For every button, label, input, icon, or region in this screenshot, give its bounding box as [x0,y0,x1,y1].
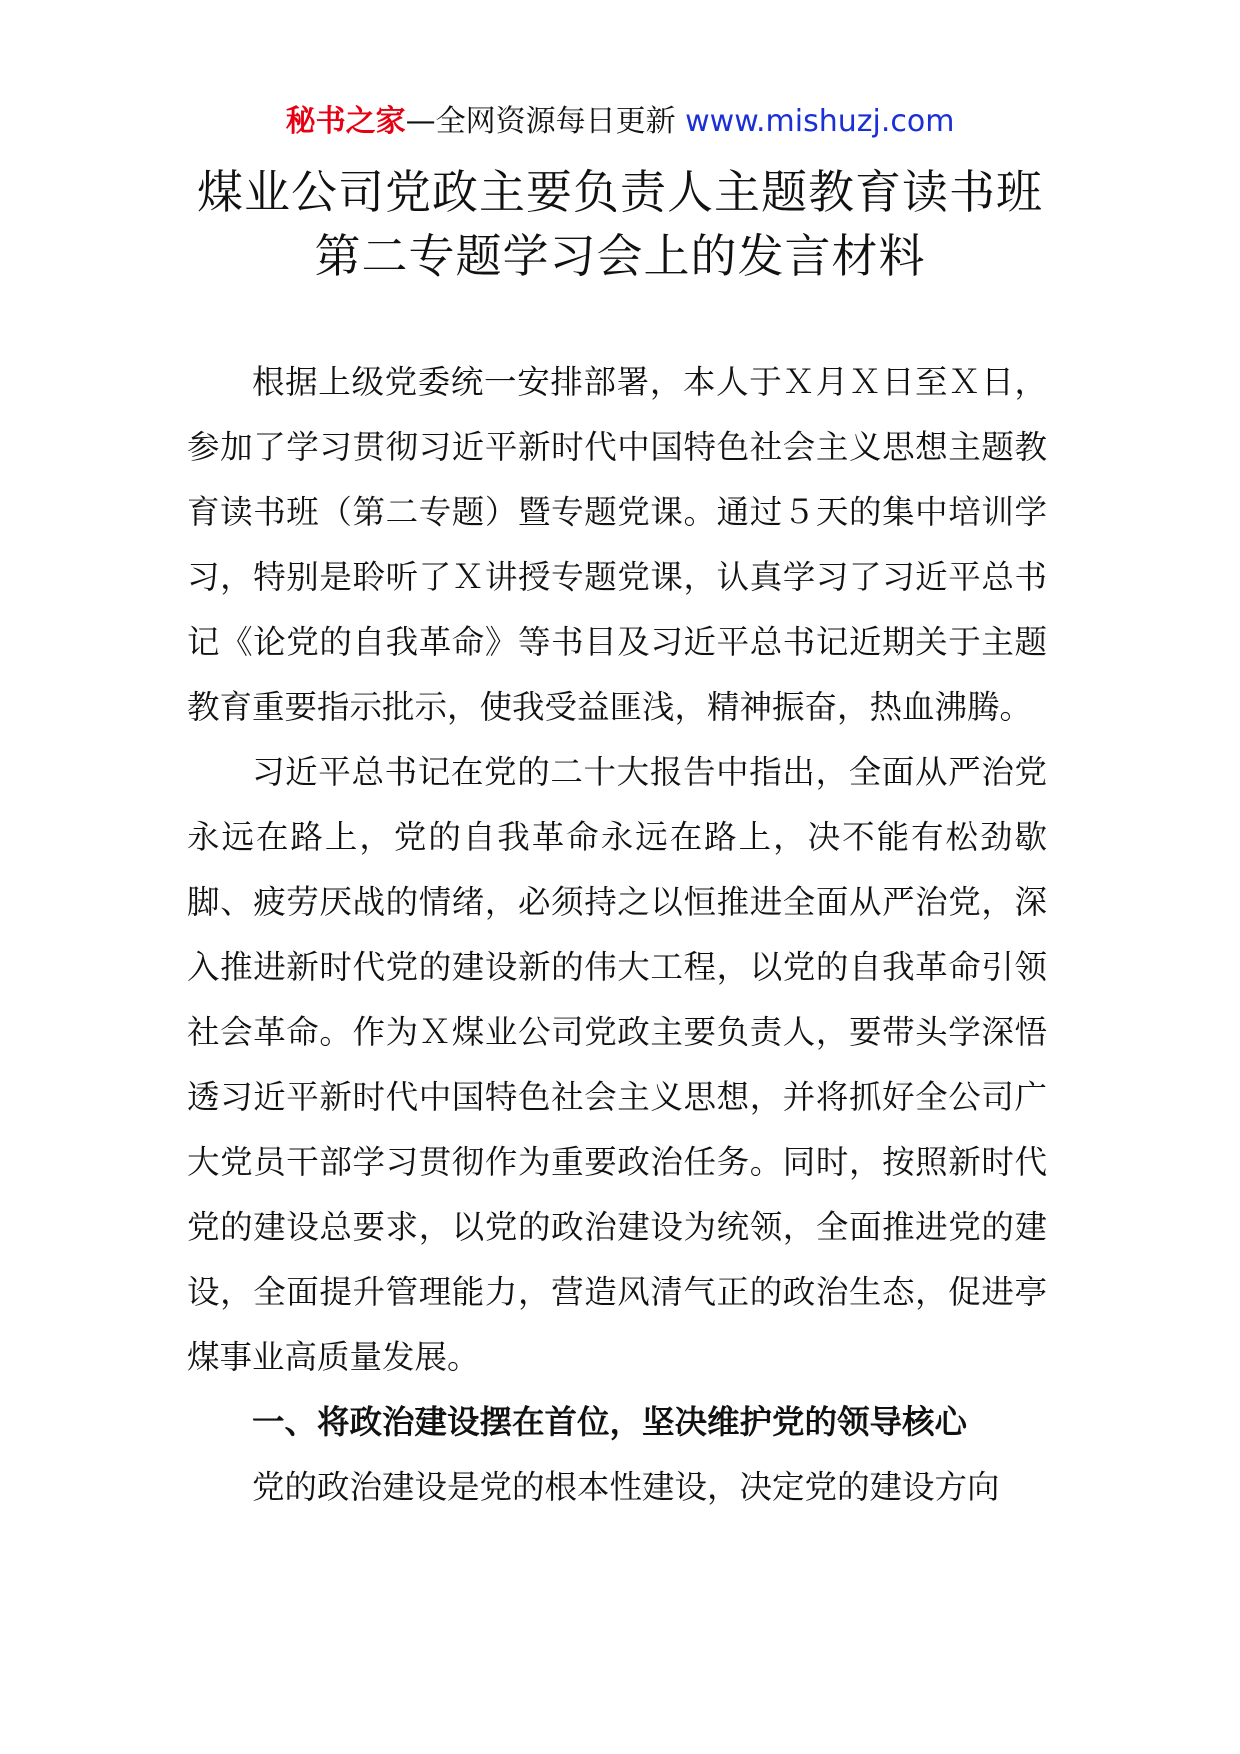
document-title [0,160,1240,288]
title-line-1: 煤业公司党政主要负责人主题教育读书班 [197,165,1043,219]
document-body [187,350,1047,1520]
body-paragraph-2: 习近平总书记在党的二十大报告中指出，全面从严治党永远在路上，党的自我革命永远在路上，决不能有松劲歇脚、疲劳厌战的情绪，必须持之以恒推进全面从严治党，深入推进新时代党的建设新的伟大工程，以党的自我革命引领社会革命。作为Ｘ煤业公司党政主要负责人，要带头学深悟透习近平新时代中国特色社会主义思想，并将抓好全公司广大党员干部学习贯彻作为重要政治任务。同时，按照新时代党的建设总要求，以党的政治建设为统领，全面推进党的建设，全面提升管理能力，营造风清气正的政治生态，促进亭煤事业高质量发展。 [187,753,1047,1376]
section-heading-1: 一、将政治建设摆在首位，坚决维护党的领导核心 [252,1403,968,1441]
brand-name: 秘书之家 [285,104,406,139]
site-url-link[interactable]: www.mishuzj.com [685,104,955,139]
section-paragraph-1: 党的政治建设是党的根本性建设，决定党的建设方向 [252,1468,1000,1506]
title-line-2: 第二专题学习会上的发言材料 [314,229,926,283]
body-paragraph-1: 根据上级党委统一安排部署，本人于Ｘ月Ｘ日至Ｘ日，参加了学习贯彻习近平新时代中国特色社会主义思想主题教育读书班（第二专题）暨专题党课。通过５天的集中培训学习，特别是聆听了Ｘ讲授专题党课，认真学习了习近平总书记《论党的自我革命》等书目及习近平总书记近期关于主题教育重要指示批示，使我受益匪浅，精神振奋，热血沸腾。 [187,363,1047,726]
brand-slogan: —全网资源每日更新 [405,104,676,139]
site-header [0,100,1240,144]
